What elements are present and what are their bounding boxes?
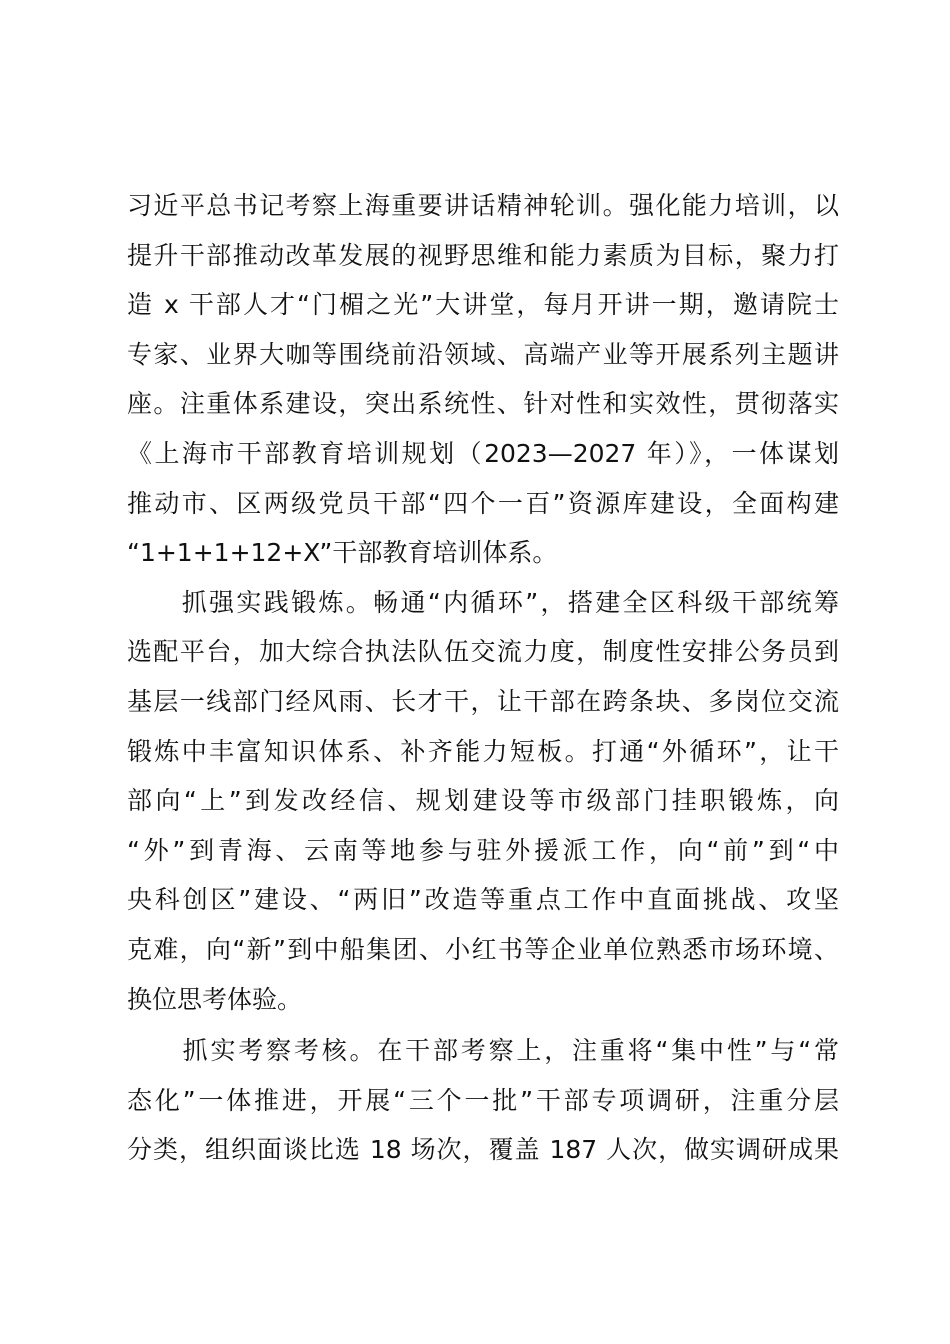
text-line: “1+1+1+12+X”干部教育培训体系。 [127,538,558,568]
text-line: 换位思考体验。 [127,984,303,1014]
text-line: 选配平台，加大综合执法队伍交流力度，制度性安排公务员到 [127,637,839,667]
text-line: 基层一线部门经风雨、长才干，让干部在跨条块、多岗位交流 [127,686,839,716]
text-line: 部向“上”到发改经信、规划建设等市级部门挂职锻炼，向 [127,786,839,816]
text-line: 座。注重体系建设，突出系统性、针对性和实效性，贯彻落实 [127,389,839,419]
text-line: 《上海市干部教育培训规划（2023—2027 年）》，一体谋划 [127,438,839,468]
text-line: 习近平总书记考察上海重要讲话精神轮训。强化能力培训，以 [127,191,839,220]
text-line: 克难，向“新”到中船集团、小红书等企业单位熟悉市场环境、 [127,934,839,964]
text-line: 态化”一体推进，开展“三个一批”干部专项调研，注重分层 [127,1085,839,1115]
text-line: 提升干部推动改革发展的视野思维和能力素质为目标，聚力打 [127,240,839,270]
text-line: 抓实考察考核。在干部考察上，注重将“集中性”与“常 [127,1036,839,1066]
text-line: 央科创区”建设、“两旧”改造等重点工作中直面挑战、攻坚 [127,885,839,915]
text-line: 分类，组织面谈比选 18 场次，覆盖 187 人次，做实调研成果 [127,1135,839,1165]
text-line: 造 x 干部人才“门楣之光”大讲堂，每月开讲一期，邀请院士 [127,290,839,320]
text-line: 锻炼中丰富知识体系、补齐能力短板。打通“外循环”，让干 [127,736,839,766]
paragraph-2 [127,578,839,1024]
paragraph-1 [127,181,839,578]
text-line: 专家、业界大咖等围绕前沿领域、高端产业等开展系列主题讲 [127,339,839,369]
document-body [127,181,839,1175]
text-line: 抓强实践锻炼。畅通“内循环”，搭建全区科级干部统筹 [127,587,839,617]
paragraph-3 [127,1026,839,1175]
text-line: 推动市、区两级党员干部“四个一百”资源库建设，全面构建 [127,488,839,518]
text-line: “外”到青海、云南等地参与驻外援派工作，向“前”到“中 [127,835,839,865]
